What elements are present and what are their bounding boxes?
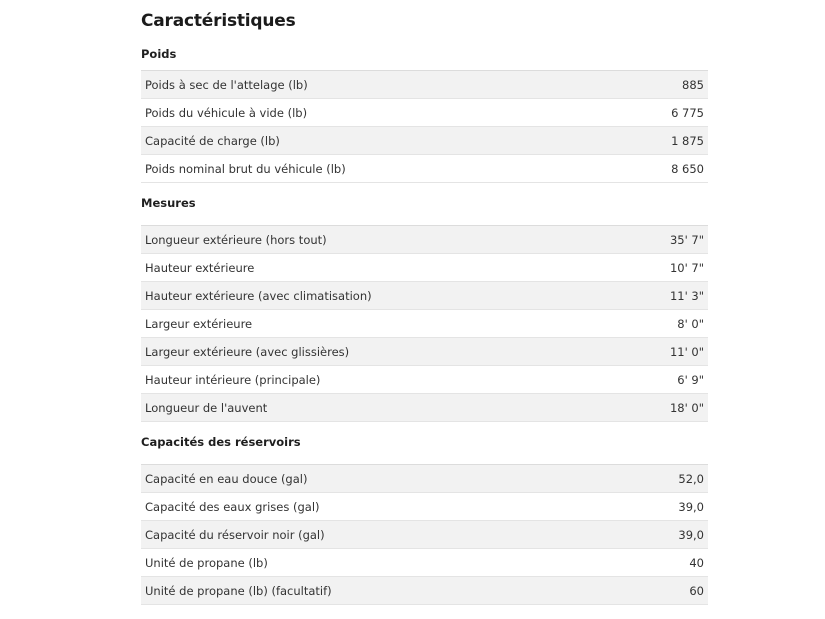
spec-value: 8' 0" — [622, 310, 708, 338]
table-row — [141, 493, 708, 521]
spec-value: 10' 7" — [622, 254, 708, 282]
spec-label: Hauteur extérieure — [141, 254, 622, 282]
spec-table-mesures — [141, 225, 708, 422]
spec-value: 11' 0" — [622, 338, 708, 366]
spec-label: Hauteur extérieure (avec climatisation) — [141, 282, 622, 310]
table-row — [141, 577, 708, 605]
spec-label: Poids nominal brut du véhicule (lb) — [141, 155, 615, 183]
spec-label: Unité de propane (lb) (facultatif) — [141, 577, 625, 605]
spec-table-poids — [141, 70, 708, 183]
table-row — [141, 521, 708, 549]
table-row — [141, 465, 708, 493]
spec-value: 40 — [625, 549, 708, 577]
section-title-reservoirs: Capacités des réservoirs — [141, 435, 301, 449]
spec-label: Hauteur intérieure (principale) — [141, 366, 622, 394]
table-row — [141, 338, 708, 366]
spec-label: Capacité du réservoir noir (gal) — [141, 521, 625, 549]
spec-value: 1 875 — [615, 127, 708, 155]
table-row — [141, 394, 708, 422]
spec-label: Poids du véhicule à vide (lb) — [141, 99, 615, 127]
spec-label: Largeur extérieure (avec glissières) — [141, 338, 622, 366]
spec-label: Longueur de l'auvent — [141, 394, 622, 422]
spec-value: 18' 0" — [622, 394, 708, 422]
spec-value: 6' 9" — [622, 366, 708, 394]
table-row — [141, 71, 708, 99]
page-title: Caractéristiques — [141, 11, 296, 31]
spec-value: 11' 3" — [622, 282, 708, 310]
spec-label: Longueur extérieure (hors tout) — [141, 226, 622, 254]
spec-label: Capacité en eau douce (gal) — [141, 465, 625, 493]
table-row — [141, 310, 708, 338]
table-row — [141, 99, 708, 127]
table-row — [141, 226, 708, 254]
spec-label: Unité de propane (lb) — [141, 549, 625, 577]
table-row — [141, 549, 708, 577]
spec-label: Poids à sec de l'attelage (lb) — [141, 71, 615, 99]
spec-value: 39,0 — [625, 521, 708, 549]
spec-value: 6 775 — [615, 99, 708, 127]
spec-label: Capacité des eaux grises (gal) — [141, 493, 625, 521]
table-row — [141, 366, 708, 394]
section-title-mesures: Mesures — [141, 196, 196, 210]
table-row — [141, 127, 708, 155]
spec-value: 39,0 — [625, 493, 708, 521]
specifications-panel — [141, 0, 708, 605]
spec-value: 52,0 — [625, 465, 708, 493]
section-title-poids: Poids — [141, 47, 177, 61]
table-row — [141, 254, 708, 282]
spec-table-reservoirs — [141, 464, 708, 605]
spec-value: 885 — [615, 71, 708, 99]
spec-value: 8 650 — [615, 155, 708, 183]
spec-label: Largeur extérieure — [141, 310, 622, 338]
spec-value: 60 — [625, 577, 708, 605]
spec-value: 35' 7" — [622, 226, 708, 254]
spec-label: Capacité de charge (lb) — [141, 127, 615, 155]
table-row — [141, 282, 708, 310]
table-row — [141, 155, 708, 183]
